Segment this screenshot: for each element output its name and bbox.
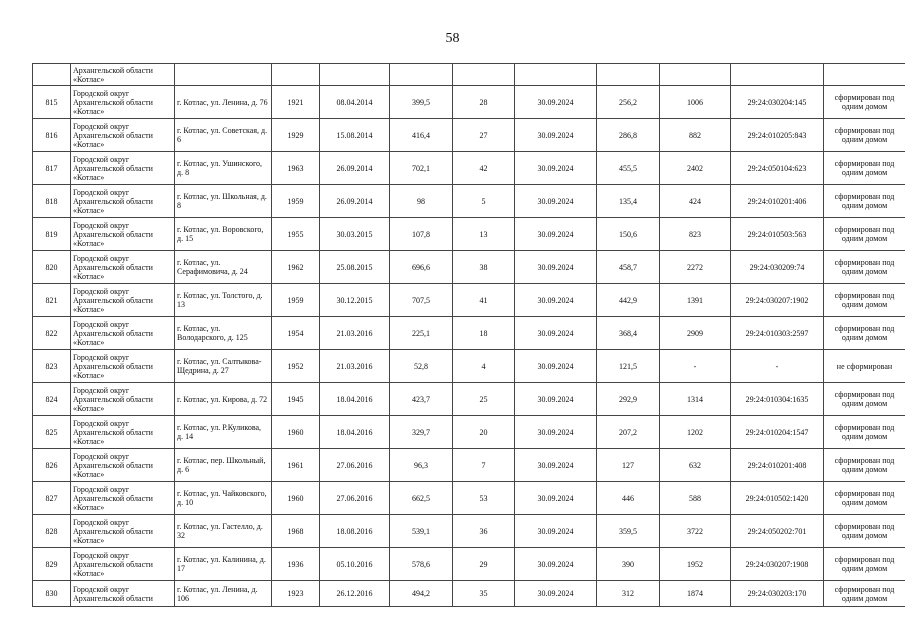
cell-address: г. Котлас, пер. Школьный, д. 6	[175, 449, 272, 482]
cell-date: 26.12.2016	[320, 581, 390, 607]
cell-no: 815	[33, 86, 71, 119]
cell-date: 26.09.2014	[320, 185, 390, 218]
cell-municipality: Городской округ Архангельской области «Котлас»	[71, 218, 175, 251]
cell-cadastral: 29:24:010201:406	[731, 185, 824, 218]
cell-status: сформирован под одним домом	[824, 86, 905, 119]
cell-area: 329,7	[390, 416, 453, 449]
cell-residents: 53	[453, 482, 515, 515]
cell-residents: 27	[453, 119, 515, 152]
cell-cadastral: 29:24:010502:1420	[731, 482, 824, 515]
cell-no	[33, 64, 71, 86]
cell-municipality: Городской округ Архангельской области «Котлас»	[71, 449, 175, 482]
cell-cadastral: 29:24:030207:1902	[731, 284, 824, 317]
cell-area: 578,6	[390, 548, 453, 581]
cell-address: г. Котлас, ул. Ленина, д. 76	[175, 86, 272, 119]
cell-date: 30.12.2015	[320, 284, 390, 317]
cell-year: 1963	[272, 152, 320, 185]
cell-municipality: Городской округ Архангельской области «Котлас»	[71, 251, 175, 284]
cell-plot: -	[660, 350, 731, 383]
table-row	[33, 548, 905, 581]
cell-status: сформирован под одним домом	[824, 251, 905, 284]
cell-status: сформирован под одним домом	[824, 581, 905, 607]
cell-residents: 29	[453, 548, 515, 581]
cell-plot: 588	[660, 482, 731, 515]
cell-area2: 121,5	[597, 350, 660, 383]
cell-no: 830	[33, 581, 71, 607]
cell-address: г. Котлас, ул. Школьная, д. 8	[175, 185, 272, 218]
cell-status: не сформирован	[824, 350, 905, 383]
cell-no: 824	[33, 383, 71, 416]
cell-address: г. Котлас, ул. Воровского, д. 15	[175, 218, 272, 251]
cell-plot: 2909	[660, 317, 731, 350]
cell-cadastral: 29:24:030203:170	[731, 581, 824, 607]
cell-plot: 1202	[660, 416, 731, 449]
cell-area2	[597, 64, 660, 86]
table-row	[33, 152, 905, 185]
cell-date: 05.10.2016	[320, 548, 390, 581]
cell-year: 1954	[272, 317, 320, 350]
cell-municipality: Городской округ Архангельской области «Котлас»	[71, 350, 175, 383]
cell-year: 1936	[272, 548, 320, 581]
cell-no: 827	[33, 482, 71, 515]
cell-deadline: 30.09.2024	[515, 515, 597, 548]
cell-year: 1955	[272, 218, 320, 251]
cell-date: 18.04.2016	[320, 416, 390, 449]
cell-no: 826	[33, 449, 71, 482]
cell-status: сформирован под одним домом	[824, 482, 905, 515]
cell-cadastral: 29:24:010204:1547	[731, 416, 824, 449]
cell-municipality: Городской округ Архангельской области «Котлас»	[71, 515, 175, 548]
cell-deadline: 30.09.2024	[515, 86, 597, 119]
cell-address: г. Котлас, ул. Ленина, д. 106	[175, 581, 272, 607]
cell-address: г. Котлас, ул. Володарского, д. 125	[175, 317, 272, 350]
cell-date: 27.06.2016	[320, 449, 390, 482]
cell-area: 662,5	[390, 482, 453, 515]
cell-date: 08.04.2014	[320, 86, 390, 119]
cell-plot: 1952	[660, 548, 731, 581]
cell-municipality: Городской округ Архангельской области «Котлас»	[71, 86, 175, 119]
cell-cadastral: 29:24:010304:1635	[731, 383, 824, 416]
cell-plot: 1006	[660, 86, 731, 119]
cell-no: 816	[33, 119, 71, 152]
cell-address	[175, 64, 272, 86]
cell-plot: 2272	[660, 251, 731, 284]
cell-area: 96,3	[390, 449, 453, 482]
cell-no: 821	[33, 284, 71, 317]
cell-plot: 1314	[660, 383, 731, 416]
cell-deadline: 30.09.2024	[515, 284, 597, 317]
cell-residents: 5	[453, 185, 515, 218]
cell-date: 18.04.2016	[320, 383, 390, 416]
cell-municipality: Архангельской области «Котлас»	[71, 64, 175, 86]
cell-year: 1962	[272, 251, 320, 284]
cell-area: 225,1	[390, 317, 453, 350]
cell-deadline	[515, 64, 597, 86]
cell-no: 817	[33, 152, 71, 185]
cell-area2: 359,5	[597, 515, 660, 548]
cell-municipality: Городской округ Архангельской области	[71, 581, 175, 607]
cell-address: г. Котлас, ул. Р.Куликова, д. 14	[175, 416, 272, 449]
cell-municipality: Городской округ Архангельской области «Котлас»	[71, 383, 175, 416]
cell-plot: 1874	[660, 581, 731, 607]
cell-cadastral: 29:24:030207:1908	[731, 548, 824, 581]
cell-date: 21.03.2016	[320, 350, 390, 383]
cell-year	[272, 64, 320, 86]
cell-area2: 368,4	[597, 317, 660, 350]
cell-status: сформирован под одним домом	[824, 449, 905, 482]
cell-address: г. Котлас, ул. Гастелло, д. 32	[175, 515, 272, 548]
cell-status: сформирован под одним домом	[824, 218, 905, 251]
cell-deadline: 30.09.2024	[515, 383, 597, 416]
cell-no: 823	[33, 350, 71, 383]
cell-cadastral: 29:24:030204:145	[731, 86, 824, 119]
cell-deadline: 30.09.2024	[515, 449, 597, 482]
cell-area2: 442,9	[597, 284, 660, 317]
cell-status	[824, 64, 905, 86]
cell-deadline: 30.09.2024	[515, 416, 597, 449]
cell-deadline: 30.09.2024	[515, 251, 597, 284]
cell-plot: 632	[660, 449, 731, 482]
table-row	[33, 449, 905, 482]
cell-residents: 36	[453, 515, 515, 548]
page-number: 58	[445, 31, 460, 46]
cell-area2: 256,2	[597, 86, 660, 119]
cell-cadastral: -	[731, 350, 824, 383]
table-row	[33, 251, 905, 284]
table-row	[33, 86, 905, 119]
cell-year: 1923	[272, 581, 320, 607]
cell-status: сформирован под одним домом	[824, 548, 905, 581]
cell-address: г. Котлас, ул. Ушинского, д. 8	[175, 152, 272, 185]
cell-address: г. Котлас, ул. Чайковского, д. 10	[175, 482, 272, 515]
cell-residents: 38	[453, 251, 515, 284]
cell-cadastral: 29:24:050202:701	[731, 515, 824, 548]
cell-plot: 882	[660, 119, 731, 152]
table-row	[33, 581, 905, 607]
cell-no: 829	[33, 548, 71, 581]
cell-area2: 446	[597, 482, 660, 515]
cell-deadline: 30.09.2024	[515, 350, 597, 383]
cell-address: г. Котлас, ул. Советская, д. 6	[175, 119, 272, 152]
cell-plot: 823	[660, 218, 731, 251]
cell-deadline: 30.09.2024	[515, 218, 597, 251]
cell-status: сформирован под одним домом	[824, 284, 905, 317]
cell-residents	[453, 64, 515, 86]
cell-municipality: Городской округ Архангельской области «Котлас»	[71, 482, 175, 515]
table-row	[33, 284, 905, 317]
cell-status: сформирован под одним домом	[824, 152, 905, 185]
cell-plot	[660, 64, 731, 86]
cell-plot: 1391	[660, 284, 731, 317]
cell-no: 828	[33, 515, 71, 548]
cell-no: 819	[33, 218, 71, 251]
cell-year: 1961	[272, 449, 320, 482]
cell-plot: 2402	[660, 152, 731, 185]
cell-deadline: 30.09.2024	[515, 548, 597, 581]
cell-area2: 207,2	[597, 416, 660, 449]
cell-residents: 18	[453, 317, 515, 350]
cell-deadline: 30.09.2024	[515, 119, 597, 152]
cell-date: 26.09.2014	[320, 152, 390, 185]
cell-area2: 150,6	[597, 218, 660, 251]
cell-date: 27.06.2016	[320, 482, 390, 515]
cell-status: сформирован под одним домом	[824, 515, 905, 548]
cell-area: 52,8	[390, 350, 453, 383]
cell-area2: 292,9	[597, 383, 660, 416]
cell-address: г. Котлас, ул. Салтыкова-Щедрина, д. 27	[175, 350, 272, 383]
cell-date: 18.08.2016	[320, 515, 390, 548]
cell-municipality: Городской округ Архангельской области «Котлас»	[71, 317, 175, 350]
cell-residents: 7	[453, 449, 515, 482]
table-row	[33, 218, 905, 251]
cell-no: 825	[33, 416, 71, 449]
table-row	[33, 515, 905, 548]
table-row	[33, 185, 905, 218]
cell-municipality: Городской округ Архангельской области «Котлас»	[71, 284, 175, 317]
cell-residents: 35	[453, 581, 515, 607]
cell-municipality: Городской округ Архангельской области «Котлас»	[71, 119, 175, 152]
cell-municipality: Городской округ Архангельской области «Котлас»	[71, 185, 175, 218]
cell-cadastral	[731, 64, 824, 86]
table-row	[33, 416, 905, 449]
cell-status: сформирован под одним домом	[824, 119, 905, 152]
cell-area: 696,6	[390, 251, 453, 284]
cell-no: 820	[33, 251, 71, 284]
table-row-continuation	[33, 64, 905, 86]
cell-no: 822	[33, 317, 71, 350]
cell-cadastral: 29:24:010201:408	[731, 449, 824, 482]
cell-plot: 424	[660, 185, 731, 218]
cell-area2: 286,8	[597, 119, 660, 152]
cell-area	[390, 64, 453, 86]
cell-year: 1968	[272, 515, 320, 548]
cell-status: сформирован под одним домом	[824, 185, 905, 218]
cell-residents: 41	[453, 284, 515, 317]
cell-area: 702,1	[390, 152, 453, 185]
cell-area2: 455,5	[597, 152, 660, 185]
cell-area2: 127	[597, 449, 660, 482]
cell-year: 1959	[272, 185, 320, 218]
cell-address: г. Котлас, ул. Калинина, д. 17	[175, 548, 272, 581]
cell-area: 494,2	[390, 581, 453, 607]
cell-residents: 25	[453, 383, 515, 416]
cell-area: 539,1	[390, 515, 453, 548]
cell-residents: 28	[453, 86, 515, 119]
cell-status: сформирован под одним домом	[824, 383, 905, 416]
cell-area: 707,5	[390, 284, 453, 317]
cell-address: г. Котлас, ул. Кирова, д. 72	[175, 383, 272, 416]
cell-cadastral: 29:24:050104:623	[731, 152, 824, 185]
cell-date: 15.08.2014	[320, 119, 390, 152]
table-row	[33, 350, 905, 383]
cell-municipality: Городской округ Архангельской области «Котлас»	[71, 548, 175, 581]
cell-date: 30.03.2015	[320, 218, 390, 251]
cell-status: сформирован под одним домом	[824, 416, 905, 449]
cell-municipality: Городской округ Архангельской области «Котлас»	[71, 416, 175, 449]
cell-deadline: 30.09.2024	[515, 482, 597, 515]
cell-status: сформирован под одним домом	[824, 317, 905, 350]
cell-cadastral: 29:24:010303:2597	[731, 317, 824, 350]
cell-area: 416,4	[390, 119, 453, 152]
housing-registry-table	[32, 63, 905, 607]
cell-residents: 13	[453, 218, 515, 251]
cell-deadline: 30.09.2024	[515, 317, 597, 350]
cell-deadline: 30.09.2024	[515, 581, 597, 607]
cell-year: 1929	[272, 119, 320, 152]
table-row	[33, 383, 905, 416]
table-body	[33, 64, 905, 607]
cell-year: 1952	[272, 350, 320, 383]
cell-cadastral: 29:24:030209:74	[731, 251, 824, 284]
cell-area: 423,7	[390, 383, 453, 416]
cell-deadline: 30.09.2024	[515, 185, 597, 218]
cell-area2: 135,4	[597, 185, 660, 218]
cell-address: г. Котлас, ул. Толстого, д. 13	[175, 284, 272, 317]
cell-area: 107,8	[390, 218, 453, 251]
table-row	[33, 317, 905, 350]
cell-residents: 42	[453, 152, 515, 185]
cell-year: 1959	[272, 284, 320, 317]
cell-date	[320, 64, 390, 86]
cell-no: 818	[33, 185, 71, 218]
cell-cadastral: 29:24:010503:563	[731, 218, 824, 251]
cell-year: 1921	[272, 86, 320, 119]
cell-year: 1960	[272, 482, 320, 515]
cell-area: 399,5	[390, 86, 453, 119]
cell-date: 21.03.2016	[320, 317, 390, 350]
cell-year: 1945	[272, 383, 320, 416]
cell-residents: 4	[453, 350, 515, 383]
cell-area2: 390	[597, 548, 660, 581]
table-row	[33, 482, 905, 515]
cell-year: 1960	[272, 416, 320, 449]
cell-date: 25.08.2015	[320, 251, 390, 284]
cell-area: 98	[390, 185, 453, 218]
table-row	[33, 119, 905, 152]
cell-deadline: 30.09.2024	[515, 152, 597, 185]
cell-residents: 20	[453, 416, 515, 449]
cell-area2: 312	[597, 581, 660, 607]
cell-area2: 458,7	[597, 251, 660, 284]
cell-plot: 3722	[660, 515, 731, 548]
cell-municipality: Городской округ Архангельской области «Котлас»	[71, 152, 175, 185]
cell-address: г. Котлас, ул. Серафимовича, д. 24	[175, 251, 272, 284]
cell-cadastral: 29:24:010205:843	[731, 119, 824, 152]
